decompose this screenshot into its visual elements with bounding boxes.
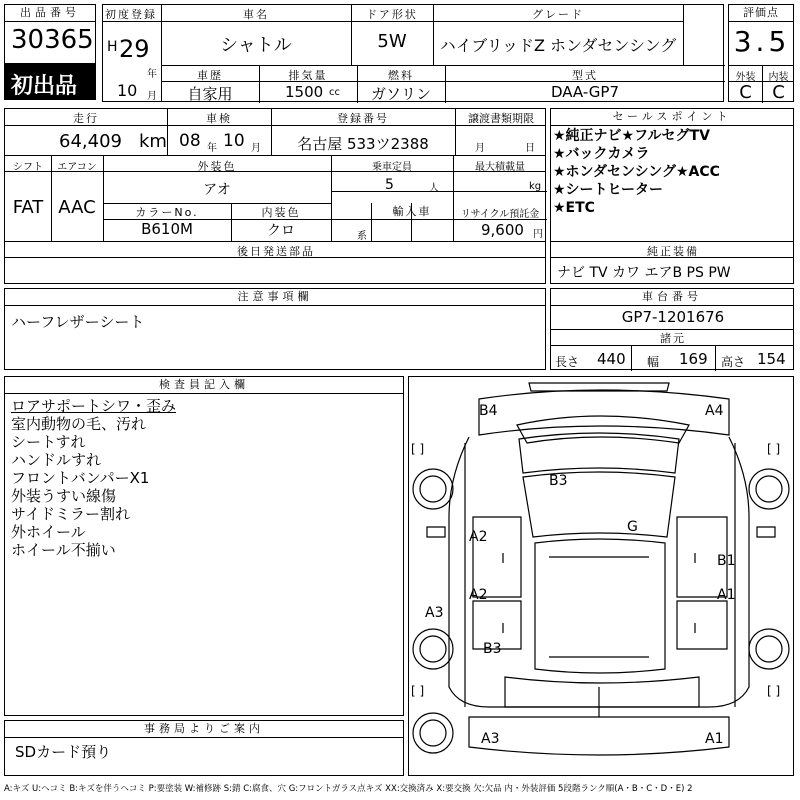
overall-score: 3.5	[733, 25, 791, 58]
first-listing-badge	[4, 64, 96, 100]
first-reg-era: H	[107, 39, 118, 55]
mileage-label: 走行	[73, 112, 99, 125]
recycle-label: リサイクル預託金	[460, 209, 540, 220]
ac-label: エアコン	[57, 162, 97, 173]
inspector-line: シートすれ	[11, 433, 86, 451]
damage-mark: A3	[425, 605, 444, 621]
model-label: 型式	[572, 69, 598, 82]
sales-point: ★バックカメラ	[553, 146, 650, 162]
history-label: 車歴	[197, 69, 223, 82]
length: 440	[597, 350, 626, 368]
damage-mark: B3	[549, 473, 568, 489]
damage-mark: A2	[469, 587, 488, 603]
plate-number: 名古屋 533ツ2388	[297, 135, 429, 153]
transfer-day: 日	[525, 143, 535, 154]
color-no-label: カラーNo.	[135, 206, 199, 219]
office-label: 事務局よりご案内	[5, 721, 403, 738]
km-unit: km	[139, 131, 167, 152]
capacity-label: 乗車定員	[372, 162, 412, 173]
inspector-line: ハンドルすれ	[11, 451, 102, 469]
chassis-number: GP7-1201676	[621, 308, 725, 326]
first-listing-text: 初出品	[11, 74, 78, 99]
lot-label: 出品番号	[5, 5, 95, 22]
sales-point: ★シートヒーター	[553, 182, 663, 198]
damage-mark: A1	[705, 731, 724, 747]
sales-points-list	[553, 127, 720, 217]
spec-label: 諸元	[660, 332, 686, 345]
inspector-line: サイドミラー割れ	[11, 505, 130, 523]
capacity: 5	[385, 177, 394, 193]
displacement-label: 排気量	[288, 69, 328, 82]
shift-label: シフト	[13, 162, 43, 173]
inspector-box	[4, 376, 404, 716]
car-name-label: 車名	[243, 8, 269, 21]
chassis-label: 車台番号	[551, 289, 793, 306]
ac: AAC	[58, 197, 96, 218]
inspector-line: 外ホイール	[11, 523, 86, 541]
ext-color: アオ	[203, 182, 231, 198]
inspector-label: 検査員記入欄	[5, 377, 403, 394]
damage-mark: A4	[705, 403, 724, 419]
inspector-line: 室内動物の毛、汚れ	[11, 415, 147, 433]
bracket-right-top: [ ]	[767, 442, 781, 456]
inspection-year: 08	[179, 131, 201, 151]
transfer-month: 月	[475, 143, 485, 154]
chassis-box	[550, 288, 794, 370]
displacement: 1500	[285, 83, 324, 101]
kg-unit: kg	[529, 181, 542, 192]
damage-mark: B1	[717, 553, 736, 569]
height: 154	[757, 350, 786, 368]
history: 自家用	[187, 85, 233, 103]
later-parts-label: 後日発送部品	[237, 245, 315, 258]
damage-mark: A1	[717, 587, 736, 603]
vehicle-info-box	[102, 4, 724, 102]
grade-label: グレード	[532, 8, 584, 21]
score-box	[728, 4, 794, 102]
sales-points-label: セールスポイント	[551, 109, 793, 126]
bracket-left-bottom: [ ]	[411, 684, 425, 698]
notes-label: 注意事項欄	[5, 289, 545, 306]
inspector-line: フロントバンパーX1	[11, 469, 150, 487]
inspector-line: 外装うすい線傷	[11, 487, 117, 505]
damage-mark: A2	[469, 529, 488, 545]
bracket-left-top: [ ]	[411, 442, 425, 456]
inspection-month: 10	[223, 131, 245, 151]
grade: ハイブリッドZ ホンダセンシング	[439, 36, 677, 55]
cc-unit: cc	[329, 87, 340, 98]
color-no: B610M	[141, 220, 193, 238]
damage-mark: A3	[481, 731, 500, 747]
inspection-month-unit: 月	[251, 143, 261, 154]
bracket-right-bottom: [ ]	[767, 684, 781, 698]
capacity-unit: 人	[429, 183, 439, 194]
damage-mark: B4	[479, 403, 498, 419]
width-label: 幅	[647, 355, 660, 369]
lot-number-box	[4, 4, 96, 64]
transfer-label: 譲渡書類期限	[468, 112, 534, 125]
width: 169	[679, 350, 708, 368]
year-unit: 年	[147, 69, 157, 80]
equipment-label: 純正装備	[647, 245, 699, 258]
office-text: SDカード預り	[15, 743, 112, 761]
car-diagram	[409, 377, 793, 775]
office-box	[4, 720, 404, 776]
car-diagram-box	[408, 376, 794, 776]
shift: FAT	[12, 197, 44, 218]
notes-text: ハーフレザーシート	[11, 313, 145, 331]
model: DAA-GP7	[550, 83, 620, 101]
fuel: ガソリン	[370, 85, 431, 103]
month-unit: 月	[147, 91, 157, 102]
exterior-score-label: 外装	[735, 72, 756, 83]
inspection-year-unit: 年	[207, 143, 217, 154]
inspector-lines	[11, 397, 176, 559]
length-label: 長さ	[555, 355, 580, 369]
sales-point: ★ETC	[553, 200, 595, 216]
sales-point: ★ホンダセンシング★ACC	[553, 164, 720, 180]
int-color-label: 内装色	[261, 206, 301, 219]
lot-number: 30365	[11, 25, 94, 55]
yen-unit: 円	[533, 229, 543, 240]
door-type: 5W	[377, 31, 407, 52]
fuel-label: 燃料	[388, 69, 414, 82]
car-name: シャトル	[220, 35, 292, 56]
damage-mark: G	[627, 519, 638, 535]
import-label: 輸入車	[392, 205, 432, 218]
interior-score: C	[772, 82, 785, 103]
height-label: 高さ	[721, 355, 746, 369]
inspector-line: ロアサポートシワ・歪み	[11, 397, 177, 415]
ext-color-label: 外装色	[197, 160, 237, 173]
first-reg-label: 初度登録	[105, 8, 157, 21]
sales-point: ★純正ナビ★フルセグTV	[553, 128, 710, 144]
sales-points-box	[550, 108, 794, 284]
score-label: 評価点	[729, 5, 793, 22]
detail-box	[4, 108, 546, 284]
int-color: クロ	[267, 223, 295, 239]
legend: A:キズ U:ヘコミ B:キズを伴うヘコミ P:要塗装 W:補修跡 S:錆 C:腐食、穴 G:フロントガラス点キズ XX:交換済み X:要交換 欠:欠品 内・外装評価 5段階ランク順(A・B・C・D・E) 2	[4, 784, 693, 794]
equipment-items: ナビ TV カワ エアB PS PW	[557, 265, 731, 281]
door-label: ドア形状	[366, 8, 418, 21]
int-color-suffix: 系	[357, 231, 367, 242]
first-reg-month: 10	[117, 81, 138, 100]
maxload-label: 最大積載量	[475, 162, 525, 173]
first-reg-year: 29	[119, 35, 150, 63]
plate-label: 登録番号	[337, 112, 389, 125]
recycle-amount: 9,600	[481, 221, 524, 239]
inspector-line: ホイール不揃い	[11, 541, 116, 559]
mileage: 64,409	[59, 131, 122, 152]
inspection-label: 車検	[206, 112, 232, 125]
interior-score-label: 内装	[768, 72, 789, 83]
damage-mark: B3	[483, 641, 502, 657]
exterior-score: C	[739, 82, 752, 103]
notes-box	[4, 288, 546, 370]
